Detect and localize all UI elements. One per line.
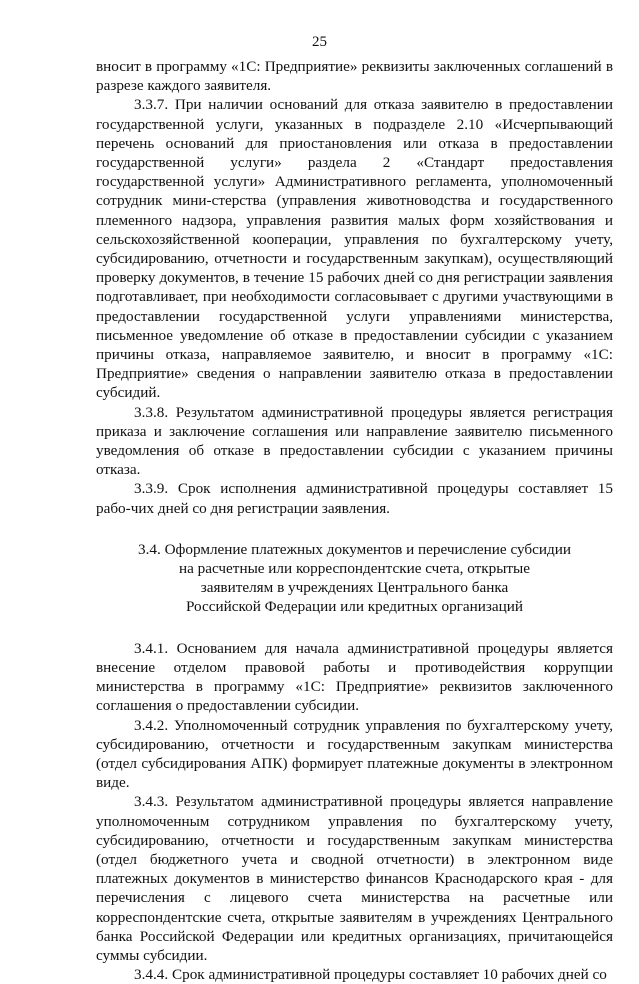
paragraph-continuation: вносит в программу «1С: Предприятие» реквизиты заключенных соглашений в разрезе каждого заявителя. — [96, 58, 613, 95]
page-number: 25 — [312, 34, 327, 50]
heading-line: на расчетные или корреспондентские счета, открытые — [178, 560, 531, 578]
paragraph-3-4-3: 3.4.3. Результатом административной процедуры является направление уполномоченным сотрудником управления по бухгалтерскому учету, субсидированию, отчетности и государственным закупкам министерства (отдел бюджетного учета и сводной отчетности) в электронном виде платежных документов в министерство финансов Краснодарского края - для перечисления с лицевого счета министерства на расчетные или корреспондентские счета, открытые заявителям в учреждениях Центрального банка Российской Федерации или кредитных организациях, причитающейся суммы субсидии. — [96, 793, 613, 964]
heading-line: 3.4. Оформление платежных документов и перечисление субсидии — [138, 540, 571, 558]
paragraph-3-3-9: 3.3.9. Срок исполнения административной процедуры составляет 15 рабо-чих дней со дня регистрации заявления. — [96, 480, 613, 517]
paragraph-3-4-2: 3.4.2. Уполномоченный сотрудник управления по бухгалтерскому учету, субсидированию, отчетности и государственным закупкам министерства (отдел субсидирования АПК) формирует платежные документы в электронном виде. — [96, 716, 613, 792]
section-heading-3-4 — [96, 540, 613, 617]
paragraph-3-4-1: 3.4.1. Основанием для начала административной процедуры является внесение отделом правовой работы и противодействия коррупции министерства в программу «1С: Предприятие» реквизитов заключенного соглашения о предоставлении субсидии. — [96, 639, 613, 715]
heading-line: Российской Федерации или кредитных организаций — [185, 598, 524, 616]
paragraph-3-4-4: 3.4.4. Срок административной процедуры составляет 10 рабочих дней со — [134, 966, 607, 984]
heading-line: заявителям в учреждениях Центрального банка — [200, 579, 509, 597]
paragraph-3-3-8: 3.3.8. Результатом административной процедуры является регистрация приказа и заключение соглашения или направление заявителю письменного уведомления об отказе в предоставлении субсидии с указанием причины отказа. — [96, 403, 613, 479]
paragraph-3-3-7: 3.3.7. При наличии оснований для отказа заявителю в предоставлении государственной услуги, указанных в подразделе 2.10 «Исчерпывающий перечень оснований для приостановления или отказа в предоставлении государственной услуги» раздела 2 «Стандарт предоставления государственной услуги» Административного регламента, уполномоченный сотрудник мини-стерства (управления животноводства и государственного племенного надзора, управления развития малых форм хозяйствования и сельскохозяйственной кооперации, управления по бухгалтерскому учету, субсидированию, отчетности и государственным закупкам), осуществляющий проверку документов, в течение 15 рабочих дней со дня регистрации заявления подготавливает, при необходимости согласовывает с другими участвующими в предоставлении государственной услуги управлениями министерства, письменное уведомление об отказе в предоставлении субсидии с указанием причины отказа, направляемое заявителю, и вносит в программу «1С: Предприятие» сведения о направлении заявителю отказа в предоставлении субсидий. — [96, 96, 613, 402]
document-body — [96, 57, 613, 984]
